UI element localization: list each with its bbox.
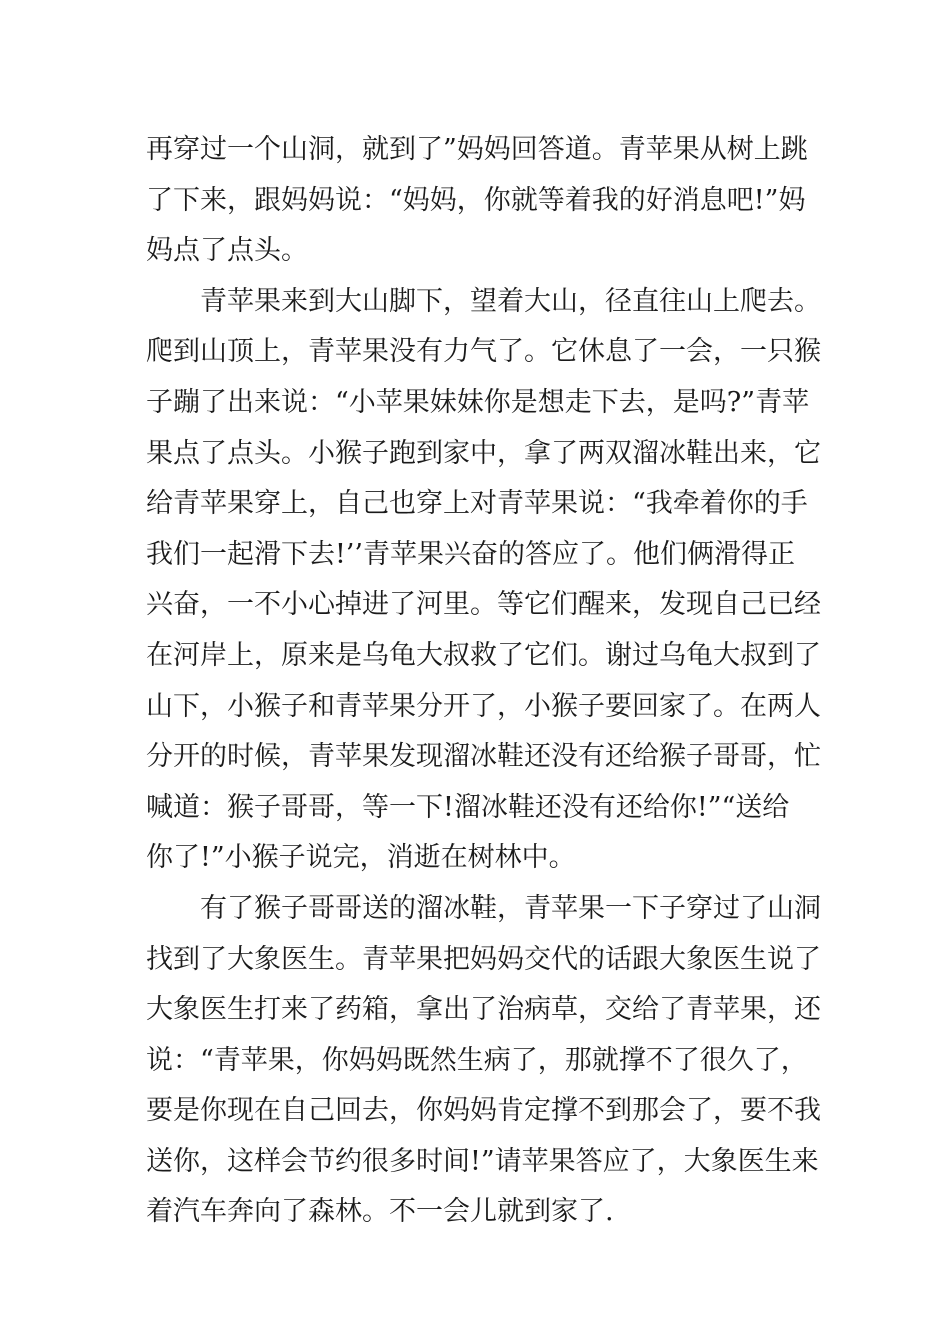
text-line: 再穿过一个山洞，就到了”妈妈回答道。青苹果从树上跳	[146, 134, 808, 165]
text-line: 在河岸上，原来是乌龟大叔救了它们。谢过乌龟大叔到了	[146, 639, 821, 671]
text-line: 了下来，跟妈妈说：“妈妈，你就等着我的好消息吧!”妈	[146, 184, 806, 216]
paragraph-start-line: 有了猴子哥哥送的溜冰鞋，青苹果一下子穿过了山洞	[200, 892, 821, 924]
text-line: 找到了大象医生。青苹果把妈妈交代的话跟大象医生说了	[146, 943, 821, 975]
text-line: 爬到山顶上，青苹果没有力气了。它休息了一会，一只猴	[146, 336, 821, 368]
text-line: 给青苹果穿上，自己也穿上对青苹果说：“我牵着你的手	[146, 488, 808, 520]
text-line: 你了!”小猴子说完，消逝在树林中。	[146, 842, 576, 874]
text-line: 着汽车奔向了森林。不一会儿就到家了.	[146, 1196, 614, 1228]
text-line: 子蹦了出来说：“小苹果妹妹你是想走下去，是吗?”青苹	[146, 386, 810, 418]
text-line: 果点了点头。小猴子跑到家中，拿了两双溜冰鞋出来，它	[146, 437, 821, 469]
text-line: 山下，小猴子和青苹果分开了，小猴子要回家了。在两人	[146, 690, 821, 722]
text-line: 妈点了点头。	[146, 235, 308, 267]
text-line: 大象医生打来了药箱，拿出了治病草，交给了青苹果，还	[146, 994, 821, 1026]
story-text	[146, 125, 821, 1238]
text-line: 分开的时候，青苹果发现溜冰鞋还没有还给猴子哥哥，忙	[146, 741, 821, 773]
text-line: 兴奋，一不小心掉进了河里。等它们醒来，发现自己已经	[146, 589, 821, 621]
text-line: 说：“青苹果，你妈妈既然生病了，那就撑不了很久了，	[146, 1044, 808, 1076]
text-line: 我们一起滑下去!’’青苹果兴奋的答应了。他们俩滑得正	[146, 538, 796, 570]
paragraph-start-line: 青苹果来到大山脚下，望着大山，径直往山上爬去。	[200, 285, 821, 317]
text-line: 送你，这样会节约很多时间!”请苹果答应了，大象医生来	[146, 1145, 819, 1177]
text-line: 要是你现在自己回去，你妈妈肯定撑不到那会了，要不我	[146, 1095, 821, 1127]
text-line: 喊道：猴子哥哥，等一下!溜冰鞋还没有还给你!”“送给	[146, 791, 790, 823]
